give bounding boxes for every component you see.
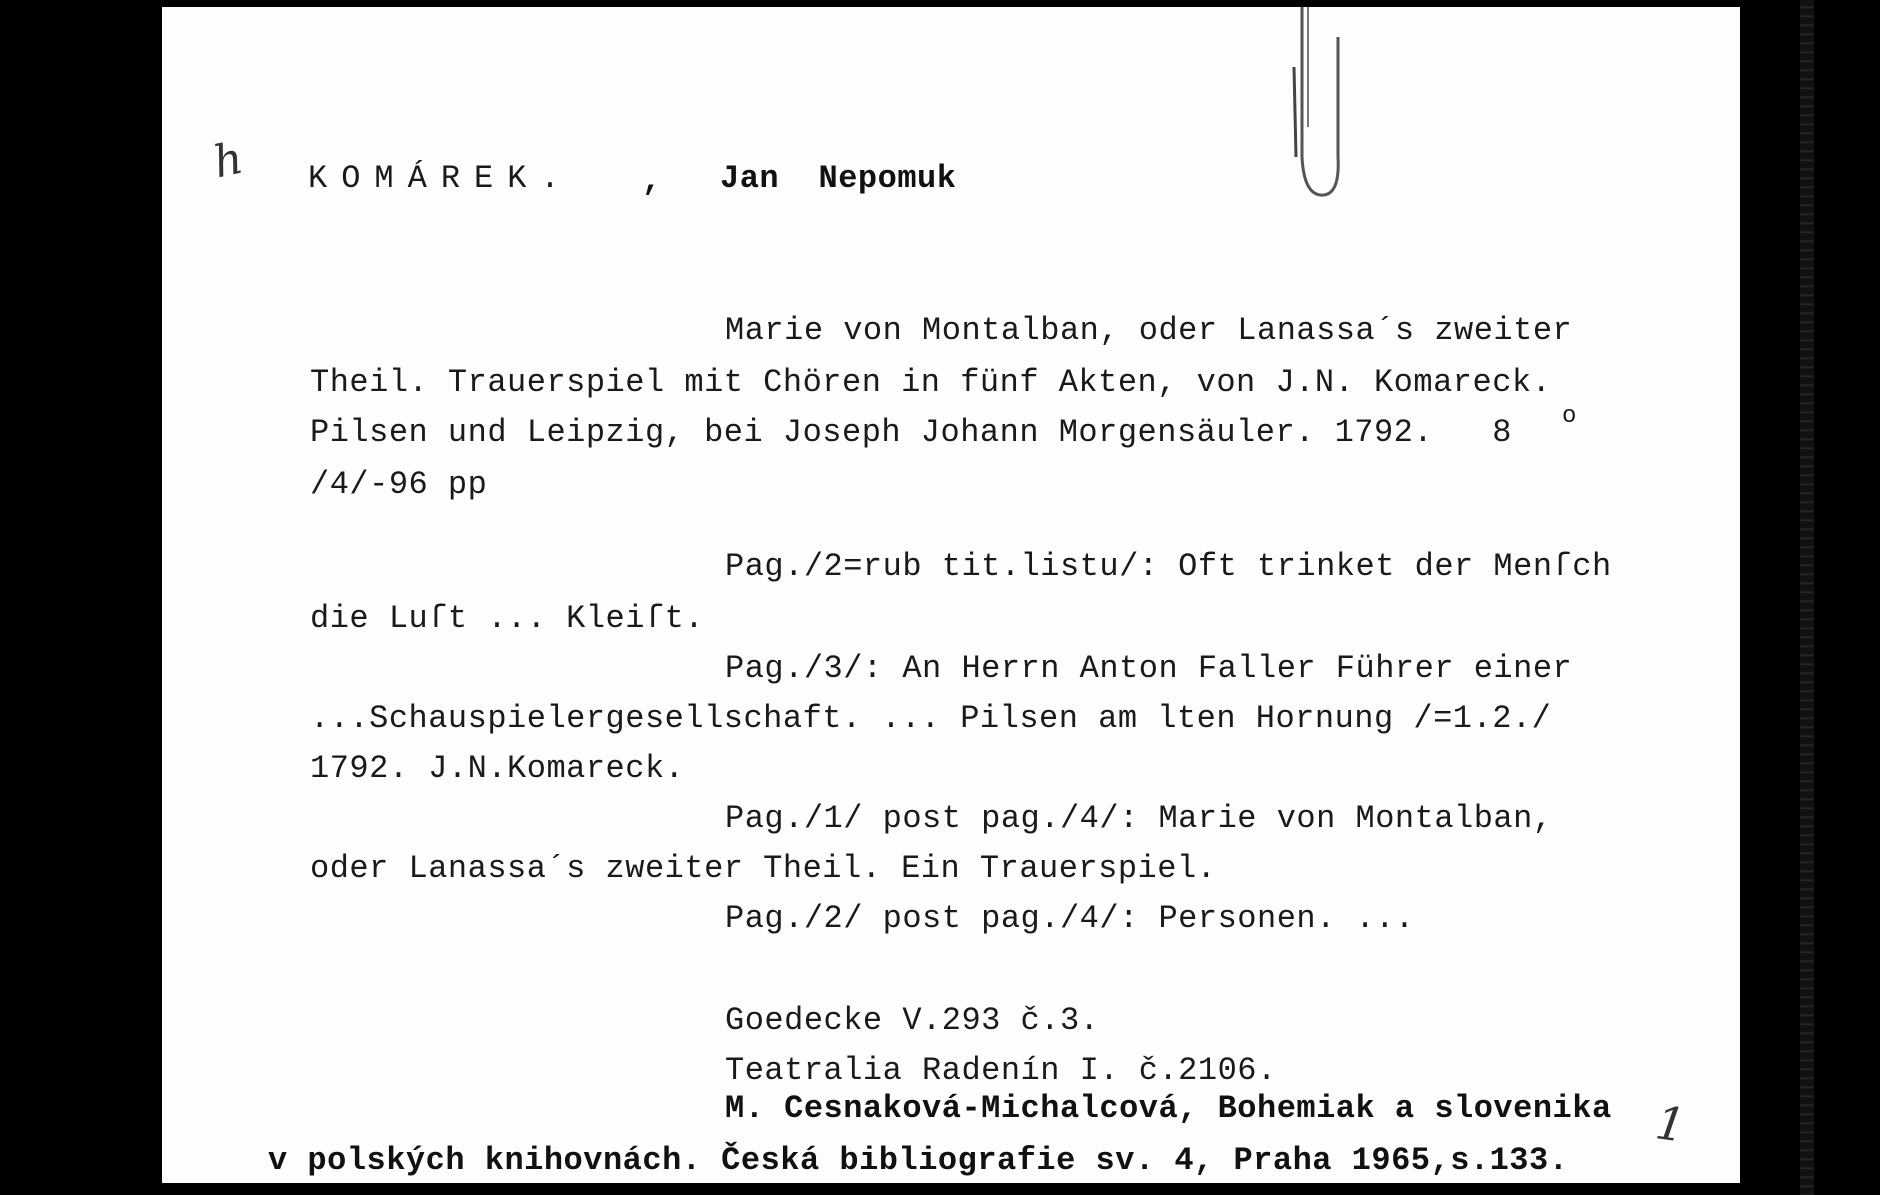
collation: /4/-96 pp — [310, 466, 488, 503]
reference-cesnakova-line-1: M. Cesnaková-Michalcová, Bohemiak a slovenika — [725, 1090, 1612, 1127]
title-line-1: Marie von Montalban, oder Lanassa´s zweiter — [725, 312, 1573, 349]
format-superscript: o — [1562, 403, 1577, 430]
note-line-2: die Luſt ... Kleiſt. — [310, 600, 705, 637]
reference-teatralia: Teatralia Radenín I. č.2106. — [725, 1052, 1277, 1089]
catalog-card — [162, 7, 1740, 1183]
reference-cesnakova-line-2: v polských knihovnách. Česká bibliografie sv. 4, Praha 1965,s.133. — [268, 1142, 1569, 1179]
note-line-4: ...Schauspielergesellschaft. ... Pilsen am lten Hornung /=1.2./ — [310, 700, 1552, 737]
note-line-6: Pag./1/ post pag./4/: Marie von Montalban, — [725, 800, 1553, 837]
author-given-names: Jan Nepomuk — [720, 160, 957, 197]
author-comma: , — [642, 162, 662, 199]
title-line-3: Pilsen und Leipzig, bei Joseph Johann Morgensäuler. 1792. 8 — [310, 414, 1512, 451]
note-line-3: Pag./3/: An Herrn Anton Faller Führer einer — [725, 650, 1573, 687]
reference-goedecke: Goedecke V.293 č.3. — [725, 1002, 1100, 1039]
author-surname: KOMÁREK. — [308, 160, 574, 197]
handwritten-corner-mark: h — [209, 132, 248, 189]
paperclip-mark-icon — [1272, 7, 1342, 207]
note-line-7: oder Lanassa´s zweiter Theil. Ein Trauerspiel. — [310, 850, 1217, 887]
scan-edge-strip — [1800, 0, 1814, 1195]
note-line-5: 1792. J.N.Komareck. — [310, 750, 685, 787]
handwritten-page-number: 1 — [1652, 1095, 1689, 1153]
note-line-8: Pag./2/ post pag./4/: Personen. ... — [725, 900, 1415, 937]
title-line-2: Theil. Trauerspiel mit Chören in fünf Akten, von J.N. Komareck. — [310, 364, 1552, 401]
note-line-1: Pag./2=rub tit.listu/: Oft trinket der Menſch — [725, 548, 1612, 585]
